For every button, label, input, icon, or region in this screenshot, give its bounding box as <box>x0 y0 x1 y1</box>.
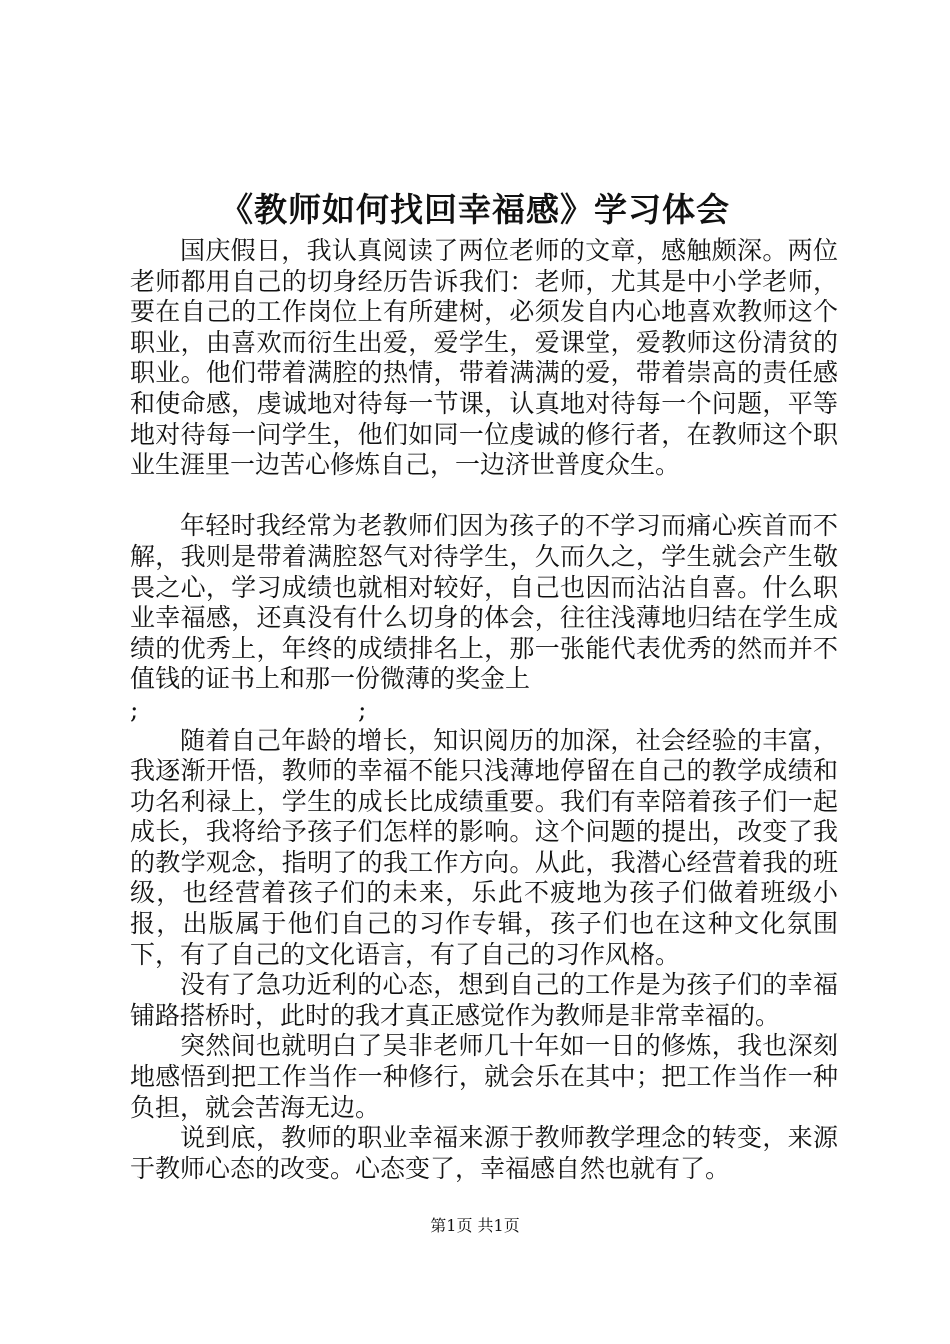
document-body <box>130 236 838 1184</box>
paragraph-5: 突然间也就明白了吴非老师几十年如一日的修炼，我也深刻地感悟到把工作当作一种修行，就会乐在其中；把工作当作一种负担，就会苦海无边。 <box>130 1031 838 1122</box>
paragraph-6: 说到底，教师的职业幸福来源于教师教学理念的转变，来源于教师心态的改变。心态变了，幸福感自然也就有了。 <box>130 1123 838 1183</box>
document-title: 《教师如何找回幸福感》学习体会 <box>220 190 730 229</box>
paragraph-4: 没有了急功近利的心态，想到自己的工作是为孩子们的幸福铺路搭桥时，此时的我才真正感觉作为教师是非常幸福的。 <box>130 970 838 1030</box>
paragraph-3: 随着自己年龄的增长，知识阅历的加深，社会经验的丰富，我逐渐开悟，教师的幸福不能只浅薄地停留在自己的教学成绩和功名利禄上，学生的成长比成绩重要。我们有幸陪着孩子们一起成长，我将给予孩子们怎样的影响。这个问题的提出，改变了我的教学观念，指明了的我工作方向。从此，我潜心经营着我的班级，也经营着孩子们的未来，乐此不疲地为孩子们做着班级小报，出版属于他们自己的习作专辑，孩子们也在这种文化氛围下，有了自己的文化语言，有了自己的习作风格。 <box>130 725 838 969</box>
separator-mark-1: ; <box>130 694 139 724</box>
separator-line <box>130 695 838 726</box>
paragraph-2: 年轻时我经常为老教师们因为孩子的不学习而痛心疾首而不解，我则是带着满腔怒气对待学生，久而久之，学生就会产生敬畏之心，学习成绩也就相对较好，自己也因而沾沾自喜。什么职业幸福感，还真没有什么切身的体会，往往浅薄地归结在学生成绩的优秀上，年终的成绩排名上，那一张能代表优秀的然而并不值钱的证书上和那一份微薄的奖金上 <box>130 511 838 694</box>
separator-mark-2: ; <box>358 694 367 724</box>
paragraph-1: 国庆假日，我认真阅读了两位老师的文章，感触颇深。两位老师都用自己的切身经历告诉我们：老师，尤其是中小学老师，要在自己的工作岗位上有所建树，必须发自内心地喜欢教师这个职业，由喜欢而衍生出爱，爱学生，爱课堂，爱教师这份清贫的职业。他们带着满腔的热情，带着满满的爱，带着崇高的责任感和使命感，虔诚地对待每一节课，认真地对待每一个问题，平等地对待每一问学生，他们如同一位虔诚的修行者，在教师这个职业生涯里一边苦心修炼自己，一边济世普度众生。 <box>130 236 838 480</box>
page-number-footer: 第1页 共1页 <box>430 1216 520 1235</box>
